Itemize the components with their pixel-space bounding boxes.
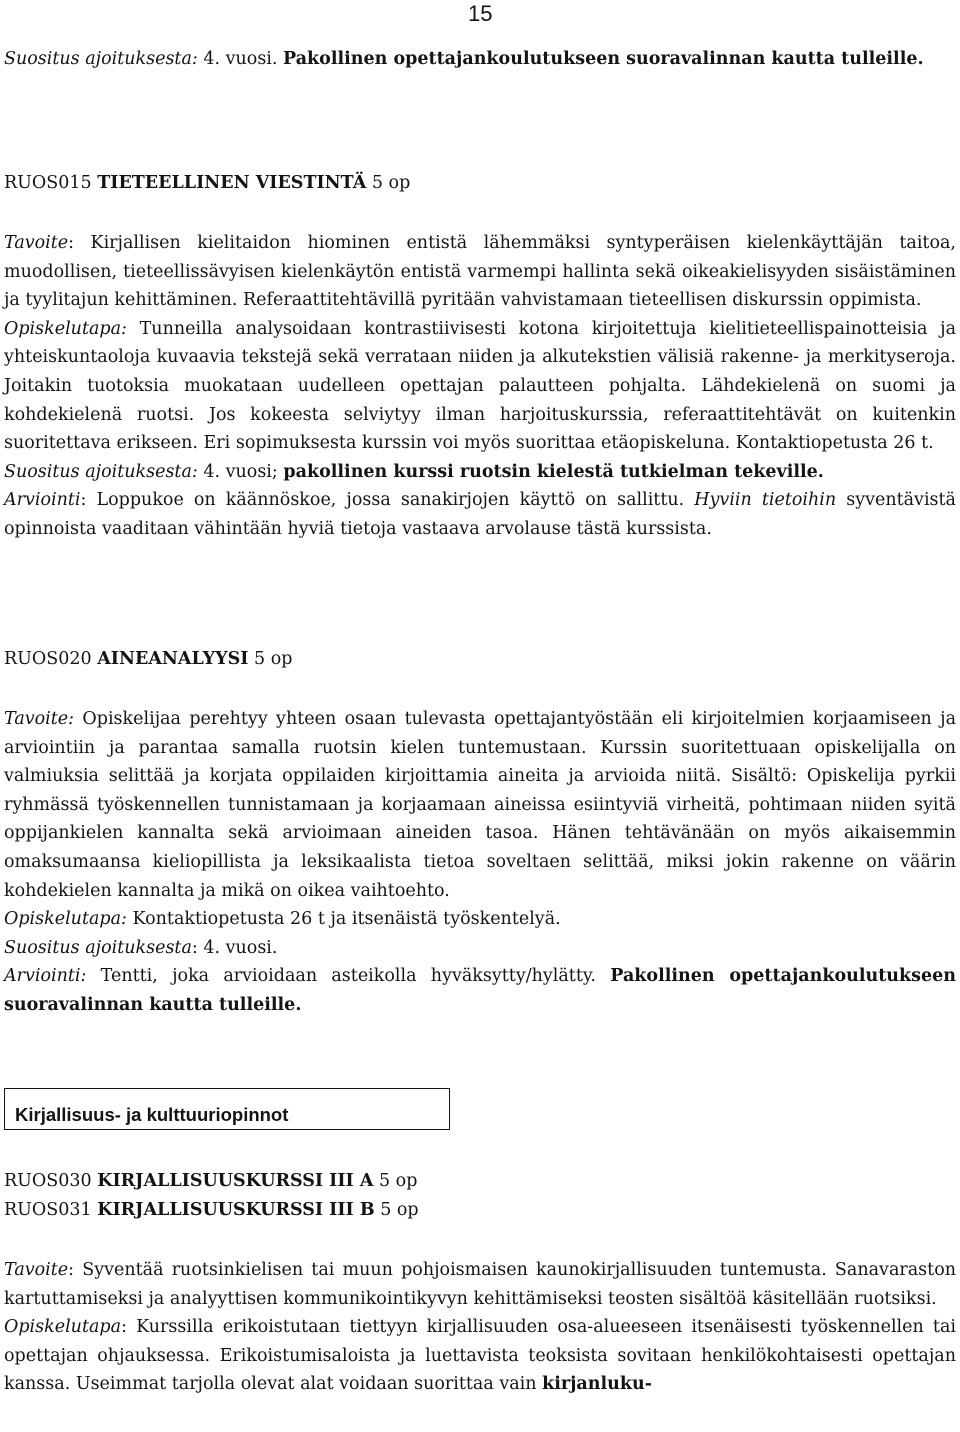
goal-text: Opiskelijaa perehtyy yhteen osaan tulevasta opettajantyöstään eli kirjoitelmien korjaamiseen ja arviointiin ja parantaa samalla ruotsin kielen tuntemustaan. Kurssin suoritettuaan opiskelijalla on valmiuksia selittää ja korjata oppilaiden kirjoittamia aineita ja arvioida niitä. Sisältö: Opiskelija pyrkii ryhmässä työskennellen tunnistamaan ja korjaamaan aineissa esiintyviä virheitä, pohtimaan niiden syitä oppijankielen kannalta sekä arvioimaan aineiden tasoa. Hänen tehtävänään on myös aikaisemmin omaksumaansa kieliopillista ja leksikaalista tietoa soveltaen selittää, miksi jokin rakenne on väärin kohdekielen kannalta ja mikä on oikea vaihtoehto.	[4, 709, 956, 901]
goal-label: Tavoite	[4, 1260, 69, 1280]
goal-text: : Syventää ruotsinkielisen tai muun pohjoismaisen kaunokirjallisuuden tuntemusta. Sanavaraston kartuttamiseksi ja analyyttisen kommunikointikyvyn kehittämiseksi teosten sisältöä käsitellään ruotsiksi.	[4, 1260, 956, 1309]
course-title: AINEANALYYSI	[97, 649, 249, 669]
method-label: Opiskelutapa:	[4, 909, 127, 930]
course-credits: 5 op	[366, 173, 411, 193]
course-code: RUOS030	[4, 1171, 98, 1191]
recommendation-value: 4. vuosi;	[197, 461, 284, 482]
mandatory-note: Pakollinen opettajankoulutukseen suoravalinnan kautta tulleille.	[283, 49, 924, 69]
recommendation-note: pakollinen kurssi ruotsin kielestä tutkielman tekeville.	[283, 461, 824, 482]
top-recommendation	[4, 45, 956, 74]
course-heading-ruos020	[4, 645, 954, 673]
method-label: Opiskelutapa:	[4, 318, 127, 339]
evaluation-label: Arviointi:	[4, 966, 87, 987]
course-heading-ruos031	[4, 1196, 954, 1224]
evaluation-rest: syventävistä opinnoista vaaditaan vähintään hyviä tietoja vastaava arvolause tästä kurssista.	[4, 490, 956, 539]
evaluation-grade: Hyviin tietoihin	[694, 490, 837, 511]
evaluation-text: Tentti, joka arvioidaan asteikolla hyväksytty/hylätty.	[86, 966, 611, 987]
course-title: KIRJALLISUUSKURSSI III A	[97, 1171, 374, 1191]
evaluation-label: Arviointi	[4, 490, 81, 511]
section-heading-box	[4, 1088, 450, 1130]
course-heading-ruos030	[4, 1167, 954, 1195]
recommendation-value: : 4. vuosi.	[191, 937, 278, 958]
method-bold-continuation: kirjanluku-	[542, 1374, 652, 1395]
course-heading-ruos015	[4, 169, 954, 197]
section-heading: Kirjallisuus- ja kulttuuriopinnot	[15, 1104, 289, 1125]
method-text: : Kurssilla erikoistutaan tiettyyn kirjallisuuden osa-alueeseen itsenäisesti työskennellen tai opettajan ohjauksessa. Erikoistumisaloista ja luettavista teoksista sovitaan henkilökohtaisesti opettajan kanssa. Useimmat tarjolla olevat alat voidaan suorittaa vain	[4, 1317, 956, 1395]
mandatory-note: Pakollinen opettajankoulutukseen suoravalinnan kautta tulleille.	[4, 966, 957, 1015]
method-label: Opiskelutapa	[4, 1317, 122, 1338]
course-code: RUOS031	[4, 1200, 98, 1220]
method-text: Kontaktiopetusta 26 t ja itsenäistä työskentelyä.	[126, 909, 561, 930]
course-credits: 5 op	[374, 1200, 419, 1220]
recommendation-label: Suositus ajoituksesta	[4, 937, 192, 958]
goal-label: Tavoite	[4, 233, 69, 253]
course-description-ruos015	[4, 229, 956, 544]
method-text: Tunneilla analysoidaan kontrastiivisesti kotona kirjoitettuja kielitieteellispainotteisia ja yhteiskuntaoloja kuvaavia tekstejä sekä verrataan niiden ja alkutekstien välisiä rakenne- ja merkityseroja. Joitakin tuotoksia muokataan uudelleen opettajan palautteen pohjalta. Lähdekielenä on suomi ja kohdekielenä ruotsi. Jos kokeesta selviytyy ilman harjoituskurssia, referaattitehtävät on kuitenkin suoritettava erikseen. Eri sopimuksesta kurssin voi myös suorittaa etäopiskeluna. Kontaktiopetusta 26 t.	[4, 318, 956, 454]
goal-text: : Kirjallisen kielitaidon hiominen entistä lähemmäksi syntyperäisen kielenkäyttäjän taitoa, muodollisen, tieteellissävyisen kielenkäytön entistä varmempi hallinta sekä oikeakielisyyden sisäistäminen ja tyylitajun kehittäminen. Referaattitehtävillä pyritään vahvistamaan tieteellisen diskurssin oppimista.	[4, 233, 956, 311]
evaluation-text: : Loppukoe on käännöskoe, jossa sanakirjojen käyttö on sallittu.	[80, 490, 695, 511]
recommendation-value: 4. vuosi.	[197, 49, 284, 69]
recommendation-label: Suositus ajoituksesta:	[4, 49, 198, 69]
course-code: RUOS020	[4, 649, 98, 669]
course-credits: 5 op	[248, 649, 293, 669]
course-title: TIETEELLINEN VIESTINTÄ	[97, 173, 367, 193]
course-description-ruos020	[4, 705, 956, 1020]
course-code: RUOS015	[4, 173, 98, 193]
recommendation-label: Suositus ajoituksesta:	[4, 461, 198, 482]
course-title: KIRJALLISUUSKURSSI III B	[97, 1200, 375, 1220]
course-description-ruos031	[4, 1256, 956, 1399]
page-number: 15	[468, 1, 493, 26]
course-credits: 5 op	[373, 1171, 418, 1191]
goal-label: Tavoite:	[4, 709, 75, 729]
